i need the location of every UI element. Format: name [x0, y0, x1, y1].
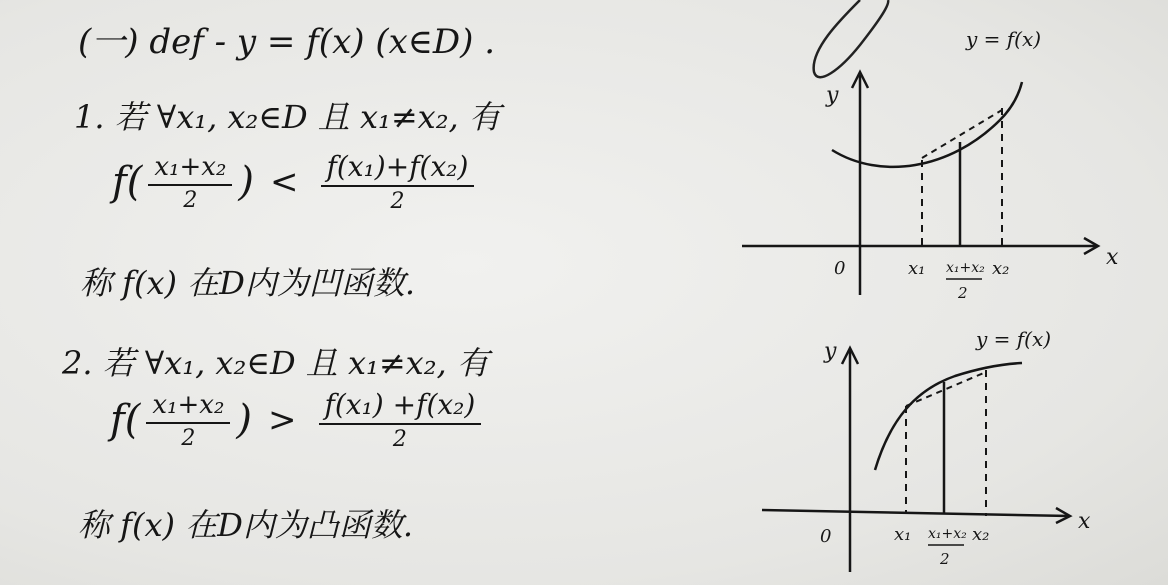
graph1-x1-label: x₁ — [908, 258, 926, 279]
item2-result: 称 f(x) 在D内为凸函数. — [78, 506, 414, 544]
graph1-concave — [730, 20, 1150, 320]
graph1-x-label: x — [1106, 245, 1119, 270]
item2-relation: > — [268, 400, 297, 440]
graph2-mid-num: x₁+x₂ — [928, 526, 967, 542]
item2-inequality — [110, 388, 487, 452]
item1-rhs-denominator: 2 — [390, 189, 405, 214]
item2-lhs-fraction — [146, 390, 230, 451]
graph1-mid-den: 2 — [958, 284, 968, 302]
graph2-curve — [875, 363, 1022, 470]
item2-lhs-f: f( — [110, 397, 141, 443]
graph2-chord — [906, 372, 986, 406]
graph2-x-axis — [762, 510, 1070, 516]
graph1-curve-label: y = f(x) — [966, 27, 1042, 51]
item1-lhs-denominator: 2 — [183, 187, 198, 213]
item2-rhs-denominator: 2 — [392, 427, 407, 452]
item2-rhs-numerator: f(x₁) +f(x₂) — [319, 388, 482, 425]
graph2-x2-label: x₂ — [972, 524, 990, 545]
item1-inequality — [112, 150, 480, 214]
item2-rhs-fraction — [319, 388, 482, 452]
item1-relation: < — [270, 162, 299, 202]
graph2-y-label: y — [824, 339, 837, 364]
graph2-curve-label: y = f(x) — [976, 327, 1052, 351]
item2-lhs-numerator: x₁+x₂ — [146, 390, 230, 424]
item1-condition: 1. 若 ∀x₁, x₂∈D 且 x₁≠x₂, 有 — [74, 98, 501, 136]
item1-lhs-f: f( — [112, 159, 143, 205]
graph1-y-label: y — [826, 83, 839, 108]
item1-rhs-numerator: f(x₁)+f(x₂) — [321, 150, 475, 187]
graph1-chord — [922, 110, 1002, 158]
item2-condition: 2. 若 ∀x₁, x₂∈D 且 x₁≠x₂, 有 — [62, 344, 489, 382]
item1-lhs-numerator: x₁+x₂ — [148, 152, 232, 186]
graph2-convex — [740, 310, 1160, 580]
item1-result: 称 f(x) 在D内为凹函数. — [80, 264, 416, 302]
definition-title: (一) def - y = f(x) (x∈D) . — [78, 22, 496, 62]
graph2-x1-label: x₁ — [894, 524, 912, 545]
graph2-x-label: x — [1078, 509, 1091, 534]
graph2-mid-den: 2 — [940, 550, 950, 568]
item1-lhs-fraction — [148, 152, 232, 213]
item2-lhs-denominator: 2 — [181, 425, 196, 451]
graph2-origin: 0 — [820, 526, 832, 547]
item2-lhs-close: ) — [236, 397, 252, 443]
item1-lhs-close: ) — [238, 159, 254, 205]
graph1-x2-label: x₂ — [992, 258, 1010, 279]
graph1-origin: 0 — [834, 258, 846, 279]
item1-rhs-fraction — [321, 150, 475, 214]
graph1-mid-num: x₁+x₂ — [946, 260, 985, 276]
